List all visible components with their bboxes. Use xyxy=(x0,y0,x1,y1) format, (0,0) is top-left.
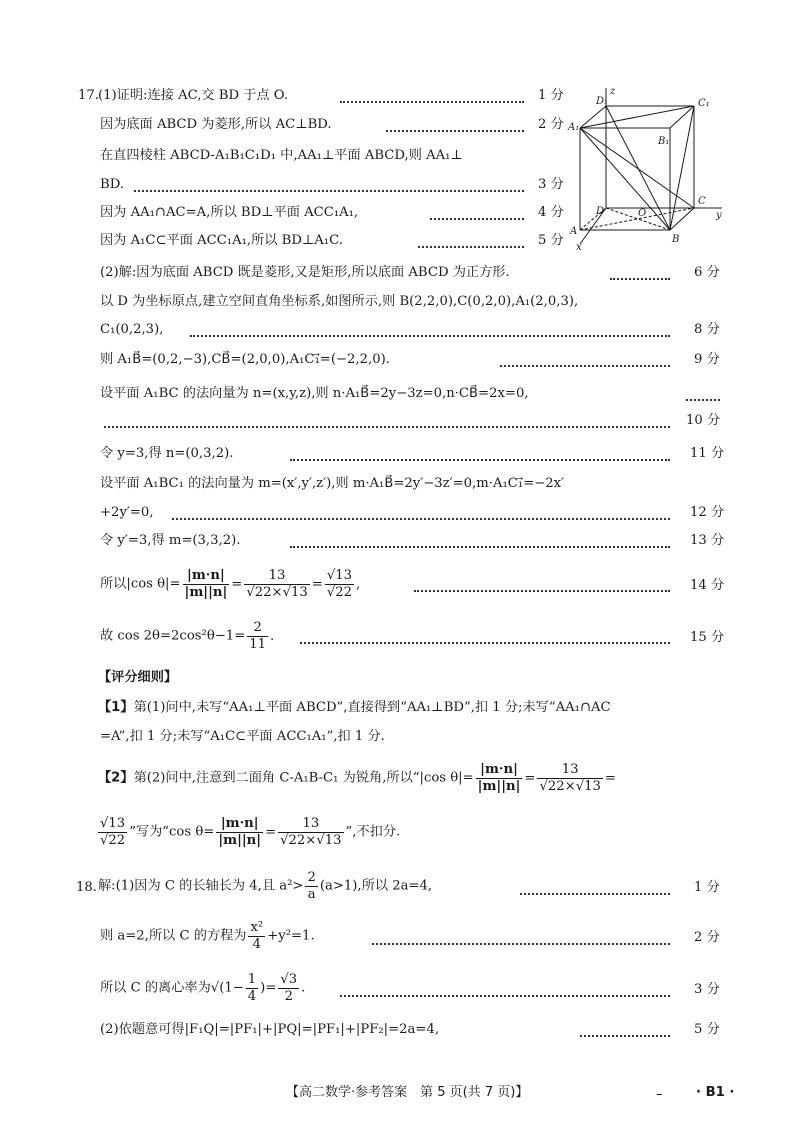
label-B: B xyxy=(672,234,680,245)
q17-line-4: BD. xyxy=(100,177,124,192)
fraction: $\frac{|m\cdot n|}{|m||n|}$ xyxy=(477,762,521,794)
q17-line-13: 设平面 A₁BC₁ 的法向量为 m=(x′,y′,z′),则 m·A₁B⃗=2y′−3z′=0,m·A₁C₁⃗=−2x′ xyxy=(100,476,565,491)
rule-2-line-a: 【2】第(2)问中,注意到二面角 C-A₁B-C₁ 为锐角,所以“|cos θ|= $\frac{|m\cdot n|}{|m||n|}$ = $\frac{13}{√22\times√13}$ = xyxy=(98,762,616,794)
fraction: $\frac{|m\cdot n|}{|m||n|}$ xyxy=(184,568,228,600)
fraction: $\frac{|m\cdot n|}{|m||n|}$ xyxy=(218,816,262,848)
fraction: $\frac{2}{11}$ xyxy=(249,620,267,652)
leader-dots xyxy=(610,277,670,280)
q18-line-1: 解:(1)因为 C 的长轴长为 4,且 a²> $\frac{2}{a}$ (a>1),所以 2a=4, xyxy=(98,870,433,902)
q17-line-5: 因为 AA₁∩AC=A,所以 BD⊥平面 ACC₁A₁, xyxy=(100,205,359,220)
label-C: C xyxy=(698,196,706,207)
leader-dots xyxy=(340,994,670,997)
page-footer xyxy=(0,1082,800,1104)
rule-1-line-b: =A”,扣 1 分;未写“A₁C⊂平面 ACC₁A₁”,扣 1 分. xyxy=(100,729,385,744)
label-D1: D₁ xyxy=(596,96,609,107)
leader-dots xyxy=(290,545,670,548)
footer-center: 【高二数学·参考答案 第 5 页(共 7 页)】 xyxy=(286,1085,529,1100)
fraction: $\frac{√3}{2}$ xyxy=(280,972,298,1004)
prism-figure xyxy=(566,84,734,252)
q17-line-9: C₁(0,2,3), xyxy=(100,322,164,337)
q17-line-2: 因为底面 ABCD 为菱形,所以 AC⊥BD. xyxy=(100,117,332,132)
label-y: y xyxy=(716,210,722,221)
q17-line-1: (1)证明:连接 AC,交 BD 于点 O. xyxy=(98,88,289,103)
cos-abs-prefix: 所以|cos θ|= xyxy=(100,576,181,592)
leader-dots xyxy=(340,100,524,103)
q17-line-11: 设平面 A₁BC 的法向量为 n=(x,y,z),则 n·A₁B⃗=2y−3z=0,n·CB⃗=2x=0, xyxy=(100,386,529,401)
q17-line-7: (2)解:因为底面 ABCD 既是菱形,又是矩形,所以底面 ABCD 为正方形. xyxy=(100,265,510,280)
q17-line-15: 令 y′=3,得 m=(3,3,2). xyxy=(100,533,241,548)
fraction: $\frac{√13}{√22}$ xyxy=(100,816,126,848)
footer-page-code: · B1 · xyxy=(696,1085,735,1100)
leader-dots xyxy=(580,1034,670,1037)
score-6: 6 分 xyxy=(694,265,720,280)
score-10: 10 分 xyxy=(686,413,721,428)
label-x: x xyxy=(576,242,582,252)
label-B1: B₁ xyxy=(658,136,670,147)
leader-dots xyxy=(500,364,670,367)
score-4: 4 分 xyxy=(538,205,564,220)
leader-dots xyxy=(104,425,670,428)
score-9: 9 分 xyxy=(694,352,720,367)
fraction: $\frac{√13}{√22}$ xyxy=(326,568,353,600)
score-18-1: 1 分 xyxy=(694,880,720,895)
score-18-2: 2 分 xyxy=(694,930,720,945)
leader-dots xyxy=(686,398,720,401)
q17-line-10: 则 A₁B⃗=(0,2,−3),CB⃗=(2,0,0),A₁C₁⃗=(−2,2,0). xyxy=(100,352,390,367)
label-C1: C₁ xyxy=(698,98,710,109)
footer-mark: – xyxy=(656,1087,663,1102)
q17-line-16: 所以|cos θ|= $\frac{|m\cdot n|}{|m||n|}$ = $\frac{13}{√22\times√13}$ = $\frac{√13}{√22}$ , xyxy=(100,568,361,600)
fraction: $\frac{13}{√22\times√13}$ xyxy=(539,762,601,794)
q17-line-17: 故 cos 2θ=2cos²θ−1= $\frac{2}{11}$ . xyxy=(100,620,275,652)
leader-dots xyxy=(190,334,670,337)
q17-line-14: +2y′=0, xyxy=(100,505,154,520)
score-18-5: 5 分 xyxy=(694,1022,720,1037)
q18-line-2: 则 a=2,所以 C 的方程为 $\frac{\text{x²}}{4}$ +y²=1. xyxy=(100,920,315,952)
fraction: $\frac{2}{a}$ xyxy=(307,870,316,902)
q17-line-3: 在直四棱柱 ABCD-A₁B₁C₁D₁ 中,AA₁⊥平面 ABCD,则 AA₁⊥ xyxy=(100,148,463,163)
rule-2-line-b: $\frac{√13}{√22}$ ”写为“cos θ= $\frac{|m\cdot n|}{|m||n|}$ = $\frac{13}{√22\times√13}$ ”,不扣分. xyxy=(100,816,401,848)
rule-1-line-a: 【1】第(1)问中,未写“AA₁⊥平面 ABCD”,直接得到“AA₁⊥BD”,扣 1 分;未写“AA₁∩AC xyxy=(98,700,611,715)
fraction: $\frac{1}{4}$ xyxy=(247,972,257,1004)
fraction: $\frac{13}{√22\times√13}$ xyxy=(280,816,342,848)
q17-number: 17. xyxy=(78,88,99,103)
score-3: 3 分 xyxy=(538,177,564,192)
q18-number: 18. xyxy=(76,880,97,895)
score-12: 12 分 xyxy=(690,505,725,520)
label-A1: A₁ xyxy=(568,122,580,133)
leader-dots xyxy=(172,517,670,520)
leader-dots xyxy=(418,245,524,248)
score-14: 14 分 xyxy=(690,578,725,593)
score-15: 15 分 xyxy=(690,630,725,645)
leader-dots xyxy=(386,129,524,132)
q17-line-8: 以 D 为坐标原点,建立空间直角坐标系,如图所示,则 B(2,2,0),C(0,2,0),A₁(2,0,3), xyxy=(100,294,579,309)
leader-dots xyxy=(372,942,670,945)
label-z: z xyxy=(610,86,616,97)
q18-line-4: (2)依题意可得|F₁Q|=|PF₁|+|PQ|=|PF₁|+|PF₂|=2a=4, xyxy=(100,1022,440,1037)
score-5: 5 分 xyxy=(538,233,564,248)
label-O: O xyxy=(638,208,647,219)
leader-dots xyxy=(300,641,670,644)
score-13: 13 分 xyxy=(690,533,725,548)
leader-dots xyxy=(430,217,524,220)
q18-line-3: 所以 C 的离心率为√(1− $\frac{1}{4}$ )= $\frac{√3}{2}$ . xyxy=(100,972,306,1004)
score-18-3: 3 分 xyxy=(694,982,720,997)
q17-line-6: 因为 A₁C⊂平面 ACC₁A₁,所以 BD⊥A₁C. xyxy=(100,233,343,248)
leader-dots xyxy=(414,589,670,592)
leader-dots xyxy=(290,458,670,461)
score-2: 2 分 xyxy=(538,117,564,132)
rules-heading: 【评分细则】 xyxy=(98,670,178,685)
fraction: $\frac{13}{√22\times√13}$ xyxy=(246,568,308,600)
leader-dots xyxy=(134,189,524,192)
label-D: D xyxy=(596,206,605,217)
score-1: 1 分 xyxy=(538,88,564,103)
score-11: 11 分 xyxy=(690,446,725,461)
q17-line-12: 令 y=3,得 n=(0,3,2). xyxy=(100,446,234,461)
fraction: $\frac{\text{x²}}{4}$ xyxy=(250,920,264,952)
leader-dots xyxy=(520,892,670,895)
score-8: 8 分 xyxy=(694,322,720,337)
label-A: A xyxy=(570,226,578,237)
